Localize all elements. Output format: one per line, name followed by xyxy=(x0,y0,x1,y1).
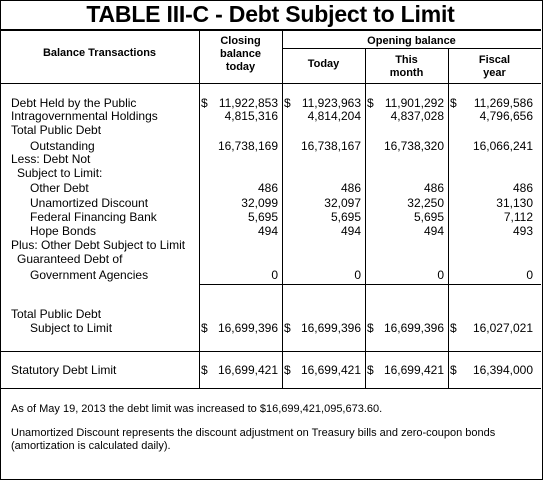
cell-value: 16,699,396 xyxy=(300,321,361,335)
opening-group-underline xyxy=(282,48,541,49)
column-divider xyxy=(199,31,200,388)
cell-value: 0 xyxy=(271,268,278,282)
cell-value: 32,250 xyxy=(407,196,444,210)
cell-value: 494 xyxy=(257,224,278,238)
header-closing-line: today xyxy=(225,61,256,73)
cell-value: 0 xyxy=(437,268,444,282)
cell-value: 16,027,021 xyxy=(472,321,533,335)
cell-value: 16,066,241 xyxy=(472,139,533,153)
cell-value: 494 xyxy=(423,224,444,238)
cell-value: 11,922,853 xyxy=(218,96,278,110)
cell-value: 31,130 xyxy=(496,196,533,210)
cell-value: 0 xyxy=(526,268,533,282)
note-unamortized-discount: Unamortized Discount represents the discount adjustment on Treasury bills and zero-coupon bonds (amortization is calculated daily). xyxy=(11,427,496,452)
cell-value: 494 xyxy=(340,224,361,238)
cell-value: 486 xyxy=(512,181,533,195)
table-title: TABLE III-C - Debt Subject to Limit xyxy=(0,0,541,31)
label-debt-held-by-public: Debt Held by the Public xyxy=(11,96,137,110)
cell-value: 7,112 xyxy=(503,210,533,224)
header-today: Today xyxy=(307,58,340,70)
cell-value: 493 xyxy=(512,224,533,238)
dollar-sign: $ xyxy=(450,321,457,335)
cell-value: 11,923,963 xyxy=(301,96,361,110)
dollar-sign: $ xyxy=(284,96,291,110)
header-opening-balance: Opening balance xyxy=(367,35,456,47)
cell-value: 16,699,421 xyxy=(217,363,278,377)
cell-value: 32,099 xyxy=(241,196,278,210)
dollar-sign: $ xyxy=(367,321,374,335)
cell-value: 5,695 xyxy=(413,210,444,224)
label-guaranteed-debt-of: Guaranteed Debt of xyxy=(17,252,123,266)
dollar-sign: $ xyxy=(284,363,291,377)
dollar-sign: $ xyxy=(450,363,457,377)
note-debt-limit-increase: As of May 19, 2013 the debt limit was increased to $16,699,421,095,673.60. xyxy=(11,403,383,415)
header-bottom-rule xyxy=(0,83,541,84)
header-balance-transactions: Balance Transactions xyxy=(42,47,157,59)
label-other-debt: Other Debt xyxy=(30,181,89,195)
label-government-agencies: Government Agencies xyxy=(30,268,149,282)
header-this-month xyxy=(365,54,448,80)
dollar-sign: $ xyxy=(284,321,291,335)
dollar-sign: $ xyxy=(201,321,208,335)
cell-value: 16,699,396 xyxy=(217,321,278,335)
table-bottom-rule xyxy=(0,388,541,389)
cell-value: 5,695 xyxy=(330,210,361,224)
column-divider xyxy=(365,49,366,388)
cell-value: 16,738,320 xyxy=(383,139,444,153)
cell-value: 4,837,028 xyxy=(390,109,444,123)
label-federal-financing-bank: Federal Financing Bank xyxy=(30,210,157,224)
dollar-sign: $ xyxy=(367,96,374,110)
cell-value: 11,269,586 xyxy=(473,96,533,110)
section-rule xyxy=(199,284,541,285)
cell-value: 5,695 xyxy=(247,210,278,224)
dollar-sign: $ xyxy=(201,96,208,110)
cell-value: 16,394,000 xyxy=(472,363,533,377)
label-subject-to-limit-2: Subject to Limit xyxy=(30,321,113,335)
column-divider xyxy=(448,49,449,388)
label-total-public-debt-2: Total Public Debt xyxy=(11,307,102,321)
header-fiscal-year-line: Fiscal xyxy=(478,54,511,66)
label-outstanding: Outstanding xyxy=(30,139,95,153)
cell-value: 16,738,169 xyxy=(217,139,278,153)
label-total-public-debt: Total Public Debt xyxy=(11,123,102,137)
column-divider xyxy=(282,31,283,388)
header-this-month-line: This xyxy=(395,54,418,66)
cell-value: 0 xyxy=(354,268,361,282)
cell-value: 486 xyxy=(340,181,361,195)
cell-value: 32,097 xyxy=(324,196,361,210)
dollar-sign: $ xyxy=(201,363,208,377)
dollar-sign: $ xyxy=(450,96,457,110)
header-closing-line: Closing xyxy=(220,35,261,47)
cell-value: 4,796,656 xyxy=(479,109,533,123)
header-closing xyxy=(199,35,282,74)
cell-value: 16,699,421 xyxy=(383,363,444,377)
cell-value: 486 xyxy=(423,181,444,195)
cell-value: 16,699,421 xyxy=(300,363,361,377)
dollar-sign: $ xyxy=(367,363,374,377)
label-statutory-debt-limit: Statutory Debt Limit xyxy=(11,363,117,377)
cell-value: 11,901,292 xyxy=(384,96,444,110)
label-less-debt-not: Less: Debt Not xyxy=(11,152,91,166)
cell-value: 16,738,167 xyxy=(300,139,361,153)
label-unamortized-discount: Unamortized Discount xyxy=(30,196,149,210)
cell-value: 4,815,316 xyxy=(224,109,278,123)
header-fiscal-year xyxy=(448,54,541,80)
cell-value: 486 xyxy=(257,181,278,195)
cell-value: 16,699,396 xyxy=(383,321,444,335)
label-subject-to-limit: Subject to Limit: xyxy=(17,166,103,180)
label-plus-other-debt: Plus: Other Debt Subject to Limit xyxy=(11,238,186,252)
header-this-month-line: month xyxy=(389,67,424,79)
label-intragovernmental-holdings: Intragovernmental Holdings xyxy=(11,109,158,123)
section-rule xyxy=(0,351,541,352)
header-closing-line: balance xyxy=(220,48,261,60)
cell-value: 4,814,204 xyxy=(307,109,361,123)
header-fiscal-year-line: year xyxy=(483,67,506,79)
label-hope-bonds: Hope Bonds xyxy=(30,224,97,238)
